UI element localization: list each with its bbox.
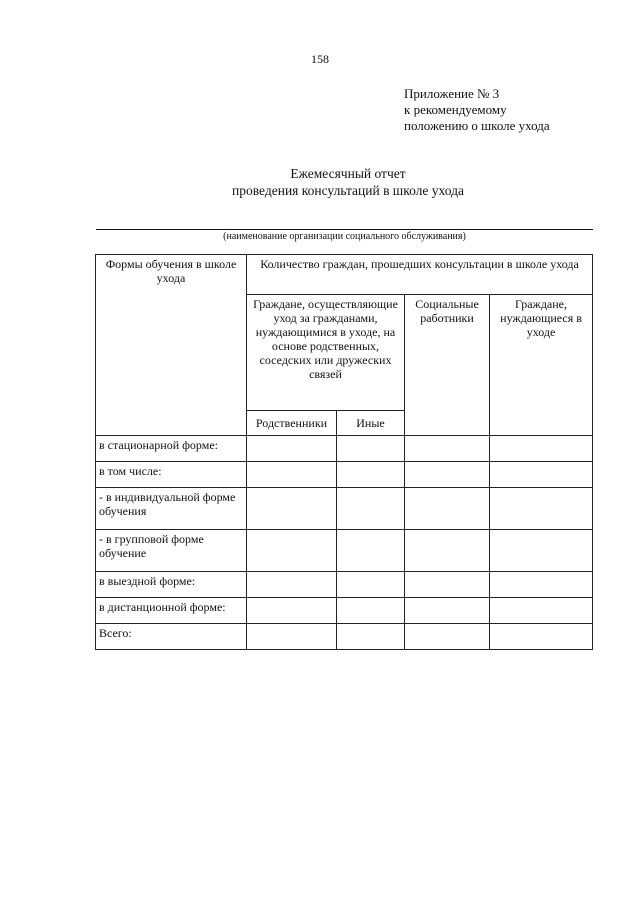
data-cell (247, 462, 337, 488)
data-cell (490, 488, 593, 530)
data-cell (247, 598, 337, 624)
report-table (95, 254, 593, 650)
data-cell (405, 462, 490, 488)
report-title-line-1: Ежемесячный отчет (290, 166, 406, 181)
header-forms-cell: Формы обучения в школе ухода (96, 255, 247, 436)
header-needing-care-cell: Граждане, нуждающиеся в уходе (490, 295, 593, 436)
table-row-total (96, 624, 593, 650)
row-label-total: Всего: (96, 624, 247, 650)
data-cell (247, 530, 337, 572)
header-relatives-cell: Родственники (247, 411, 337, 436)
report-title (0, 165, 640, 199)
report-title-line-2: проведения консультаций в школе ухода (232, 183, 464, 198)
row-label: - в групповой форме обучение (96, 530, 247, 572)
data-cell (247, 572, 337, 598)
data-cell (337, 598, 405, 624)
data-cell (405, 572, 490, 598)
row-label: в выездной форме: (96, 572, 247, 598)
appendix-line-3: положению о школе ухода (404, 118, 550, 133)
data-cell (337, 462, 405, 488)
data-cell (405, 488, 490, 530)
table-row (96, 598, 593, 624)
table-row (96, 488, 593, 530)
data-cell (247, 624, 337, 650)
data-cell (405, 530, 490, 572)
appendix-line-1: Приложение № 3 (404, 86, 500, 101)
appendix-line-2: к рекомендуемому (404, 102, 507, 117)
data-cell (337, 488, 405, 530)
data-cell (490, 436, 593, 462)
row-label: в дистанционной форме: (96, 598, 247, 624)
appendix-block (404, 86, 550, 134)
row-label: в том числе: (96, 462, 247, 488)
header-count-cell: Количество граждан, прошедших консультации в школе ухода (247, 255, 593, 295)
data-cell (337, 436, 405, 462)
data-cell (405, 598, 490, 624)
data-cell (337, 572, 405, 598)
header-social-workers-cell: Социальные работники (405, 295, 490, 436)
data-cell (337, 530, 405, 572)
header-citizens-care-cell: Граждане, осуществляющие уход за гражданами, нуждающимися в уходе, на основе родственных, соседских или дружеских связей (247, 295, 405, 411)
row-label: в стационарной форме: (96, 436, 247, 462)
data-cell (405, 624, 490, 650)
data-cell (405, 436, 490, 462)
table-row (96, 436, 593, 462)
data-cell (337, 624, 405, 650)
table-row (96, 462, 593, 488)
organization-name-line (96, 229, 593, 230)
data-cell (247, 436, 337, 462)
row-label: - в индивидуальной форме обучения (96, 488, 247, 530)
organization-caption: (наименование организации социального обслуживания) (223, 231, 466, 242)
table-row (96, 530, 593, 572)
data-cell (490, 598, 593, 624)
data-cell (490, 530, 593, 572)
header-row-1 (96, 255, 593, 295)
data-cell (490, 462, 593, 488)
data-cell (247, 488, 337, 530)
table-row (96, 572, 593, 598)
header-others-cell: Иные (337, 411, 405, 436)
data-cell (490, 624, 593, 650)
data-cell (490, 572, 593, 598)
page-number: 158 (311, 52, 329, 66)
